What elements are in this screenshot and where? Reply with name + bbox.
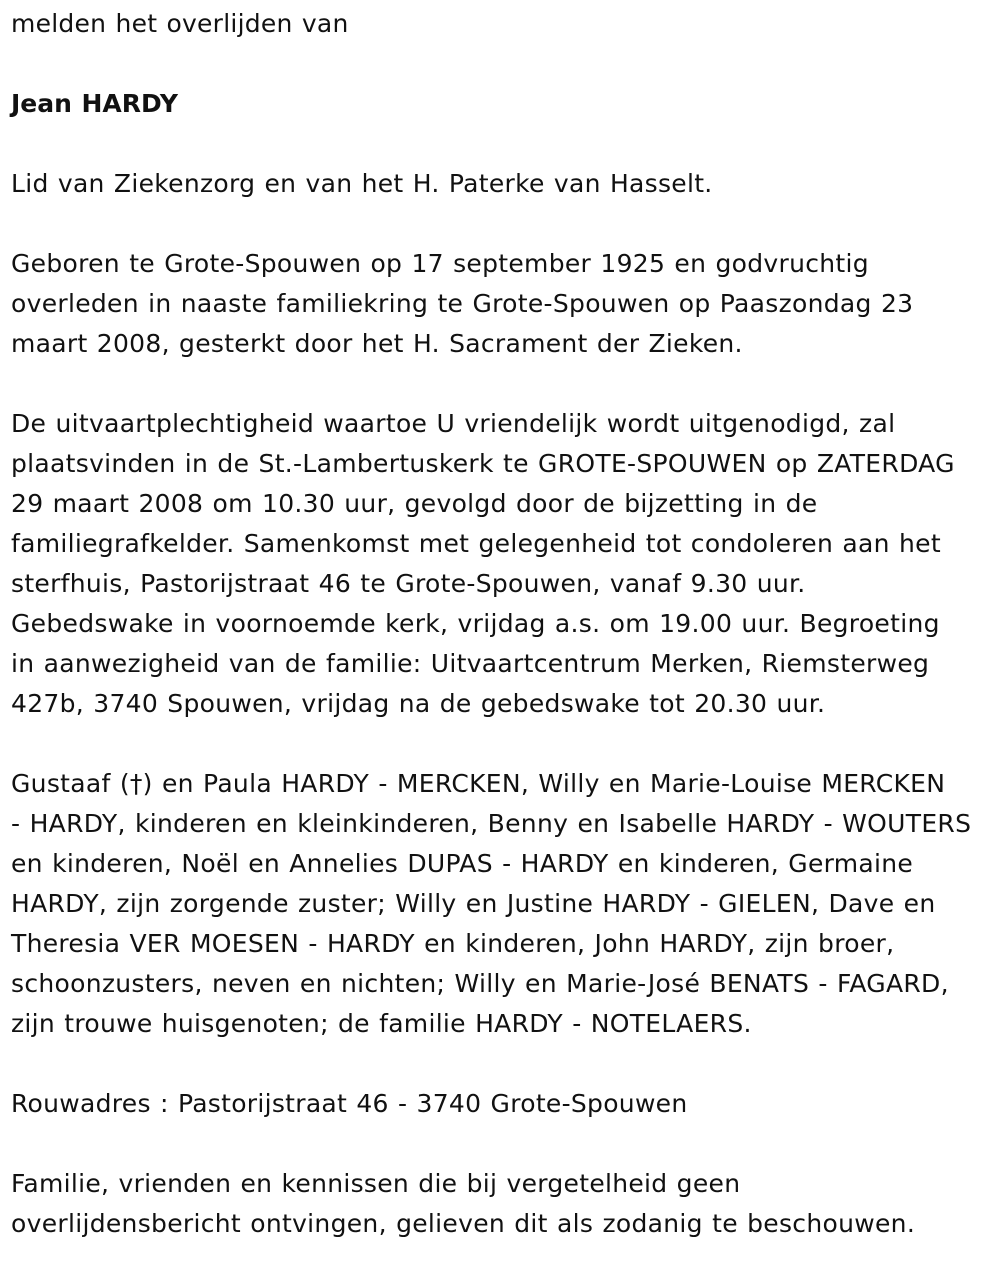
intro-line: melden het overlijden van [11,9,349,38]
text-line: Theresia VER MOESEN - HARDY en kinderen, John HARDY, zijn broer, [11,929,895,958]
spacer [11,124,991,164]
text-line: Gebedswake in voornoemde kerk, vrijdag a.s. om 19.00 uur. Begroeting [11,609,940,638]
death-notice [11,4,991,1244]
text-line: sterfhuis, Pastorijstraat 46 te Grote-Spouwen, vanaf 9.30 uur. [11,569,806,598]
mourning-address: Rouwadres : Pastorijstraat 46 - 3740 Grote-Spouwen [11,1089,688,1118]
text-line: 427b, 3740 Spouwen, vrijdag na de gebedswake tot 20.30 uur. [11,689,826,718]
funeral-paragraph [11,404,991,724]
text-line: maart 2008, gesterkt door het H. Sacrament der Zieken. [11,329,743,358]
text-line: HARDY, zijn zorgende zuster; Willy en Justine HARDY - GIELEN, Dave en [11,889,936,918]
text-line: overlijdensbericht ontvingen, gelieven dit als zodanig te beschouwen. [11,1209,916,1238]
text-line: en kinderen, Noël en Annelies DUPAS - HARDY en kinderen, Germaine [11,849,914,878]
spacer [11,204,991,244]
closing-paragraph [11,1164,991,1244]
spacer [11,44,991,84]
text-line: plaatsvinden in de St.-Lambertuskerk te GROTE-SPOUWEN op ZATERDAG [11,449,955,478]
text-line: Geboren te Grote-Spouwen op 17 september 1925 en godvruchtig [11,249,869,278]
spacer [11,724,991,764]
birth-death-paragraph [11,244,991,364]
text-line: - HARDY, kinderen en kleinkinderen, Benny en Isabelle HARDY - WOUTERS [11,809,972,838]
text-line: De uitvaartplechtigheid waartoe U vriendelijk wordt uitgenodigd, zal [11,409,896,438]
text-line: Gustaaf (†) en Paula HARDY - MERCKEN, Willy en Marie-Louise MERCKEN [11,769,946,798]
text-line: in aanwezigheid van de familie: Uitvaartcentrum Merken, Riemsterweg [11,649,930,678]
text-line: 29 maart 2008 om 10.30 uur, gevolgd door de bijzetting in de [11,489,818,518]
family-paragraph [11,764,991,1044]
text-line: Familie, vrienden en kennissen die bij vergetelheid geen [11,1169,741,1198]
spacer [11,1044,991,1084]
text-line: zijn trouwe huisgenoten; de familie HARDY - NOTELAERS. [11,1009,752,1038]
text-line: schoonzusters, neven en nichten; Willy en Marie-José BENATS - FAGARD, [11,969,949,998]
membership-line: Lid van Ziekenzorg en van het H. Paterke van Hasselt. [11,169,713,198]
text-line: overleden in naaste familiekring te Grote-Spouwen op Paaszondag 23 [11,289,914,318]
text-line: familiegrafkelder. Samenkomst met gelegenheid tot condoleren aan het [11,529,941,558]
spacer [11,1124,991,1164]
deceased-name: Jean HARDY [11,89,178,118]
spacer [11,364,991,404]
